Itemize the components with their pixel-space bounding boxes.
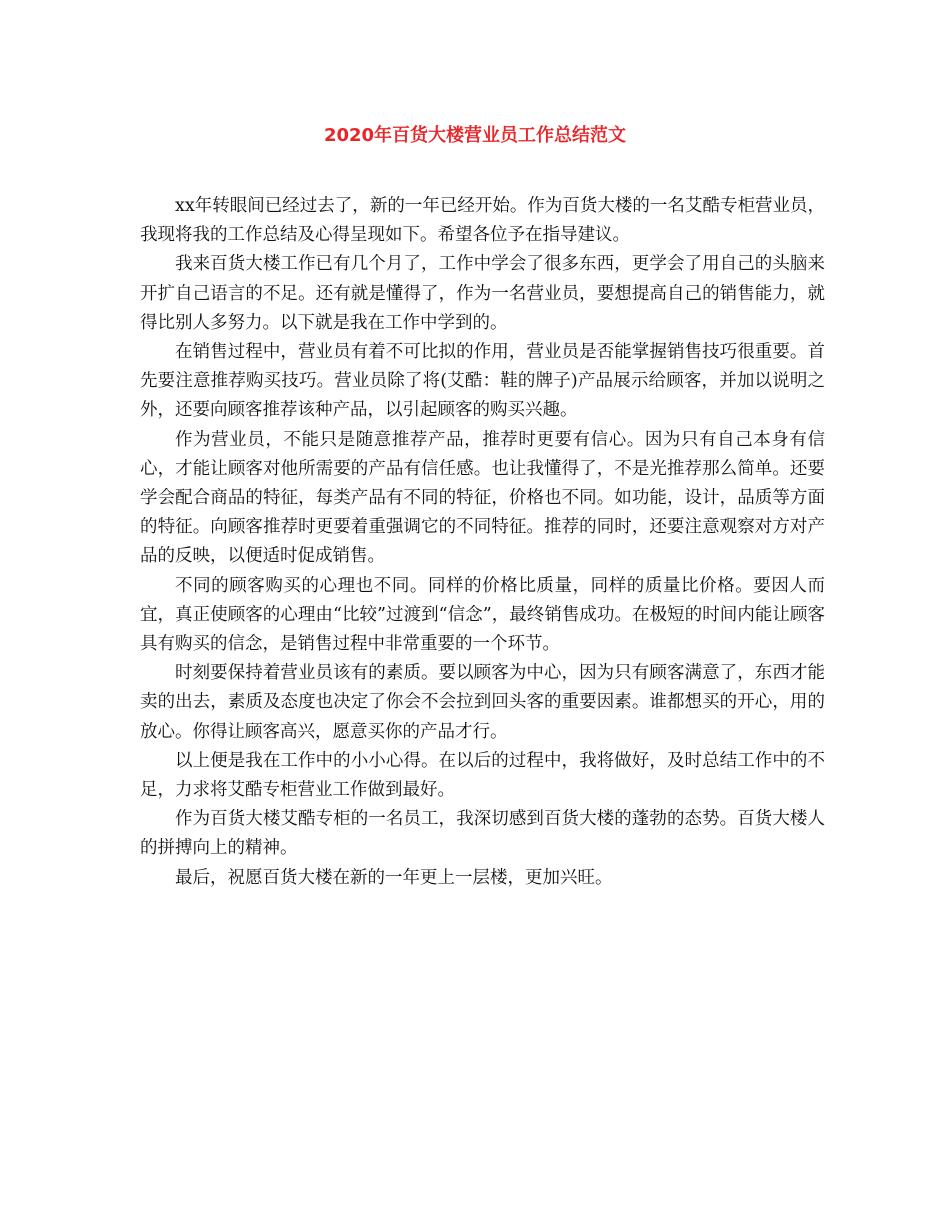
paragraph: 在销售过程中，营业员有着不可比拟的作用，营业员是否能掌握销售技巧很重要。首先要注意推荐购买技巧。营业员除了将(艾酷：鞋的牌子)产品展示给顾客，并加以说明之外，还要向顾客推荐该种产品，以引起顾客的购买兴趣。 [140, 342, 825, 421]
paragraph: 以上便是我在工作中的小小心得。在以后的过程中，我将做好，及时总结工作中的不足，力求将艾酷专柜营业工作做到最好。 [140, 750, 825, 801]
paragraph: xx年转眼间已经过去了，新的一年已经开始。作为百货大楼的一名艾酷专柜营业员，我现将我的工作总结及心得呈现如下。希望各位予在指导建议。 [140, 196, 825, 246]
paragraph: 作为百货大楼艾酷专柜的一名员工，我深切感到百货大楼的蓬勃的态势。百货大楼人的拼搏向上的精神。 [140, 809, 825, 859]
document-title: 2020年百货大楼营业员工作总结范文 [323, 125, 627, 146]
paragraph: 时刻要保持着营业员该有的素质。要以顾客为中心，因为只有顾客满意了，东西才能卖的出去，素质及态度也决定了你会不会拉到回头客的重要因素。谁都想买的开心，用的放心。你得让顾客高兴，愿意买你的产品才行。 [140, 663, 825, 742]
document-body [140, 192, 825, 893]
paragraph: 作为营业员，不能只是随意推荐产品，推荐时更要有信心。因为只有自己本身有信心，才能让顾客对他所需要的产品有信任感。也让我懂得了，不是光推荐那么简单。还要学会配合商品的特征，每类产品有不同的特征，价格也不同。如功能，设计，品质等方面的特征。向顾客推荐时更要着重强调它的不同特征。推荐的同时，还要注意观察对方对产品的反映，以便适时促成销售。 [140, 429, 825, 567]
paragraph: 我来百货大楼工作已有几个月了，工作中学会了很多东西，更学会了用自己的头脑来开扩自己语言的不足。还有就是懂得了，作为一名营业员，要想提高自己的销售能力，就得比别人多努力。以下就是我在工作中学到的。 [140, 254, 825, 333]
paragraph: 最后，祝愿百货大楼在新的一年更上一层楼，更加兴旺。 [175, 867, 613, 888]
paragraph: 不同的顾客购买的心理也不同。同样的价格比质量，同样的质量比价格。要因人而宜，真正使顾客的心理由“比较”过渡到“信念”，最终销售成功。在极短的时间内能让顾客具有购买的信念，是销售过程中非常重要的一个环节。 [140, 575, 825, 655]
